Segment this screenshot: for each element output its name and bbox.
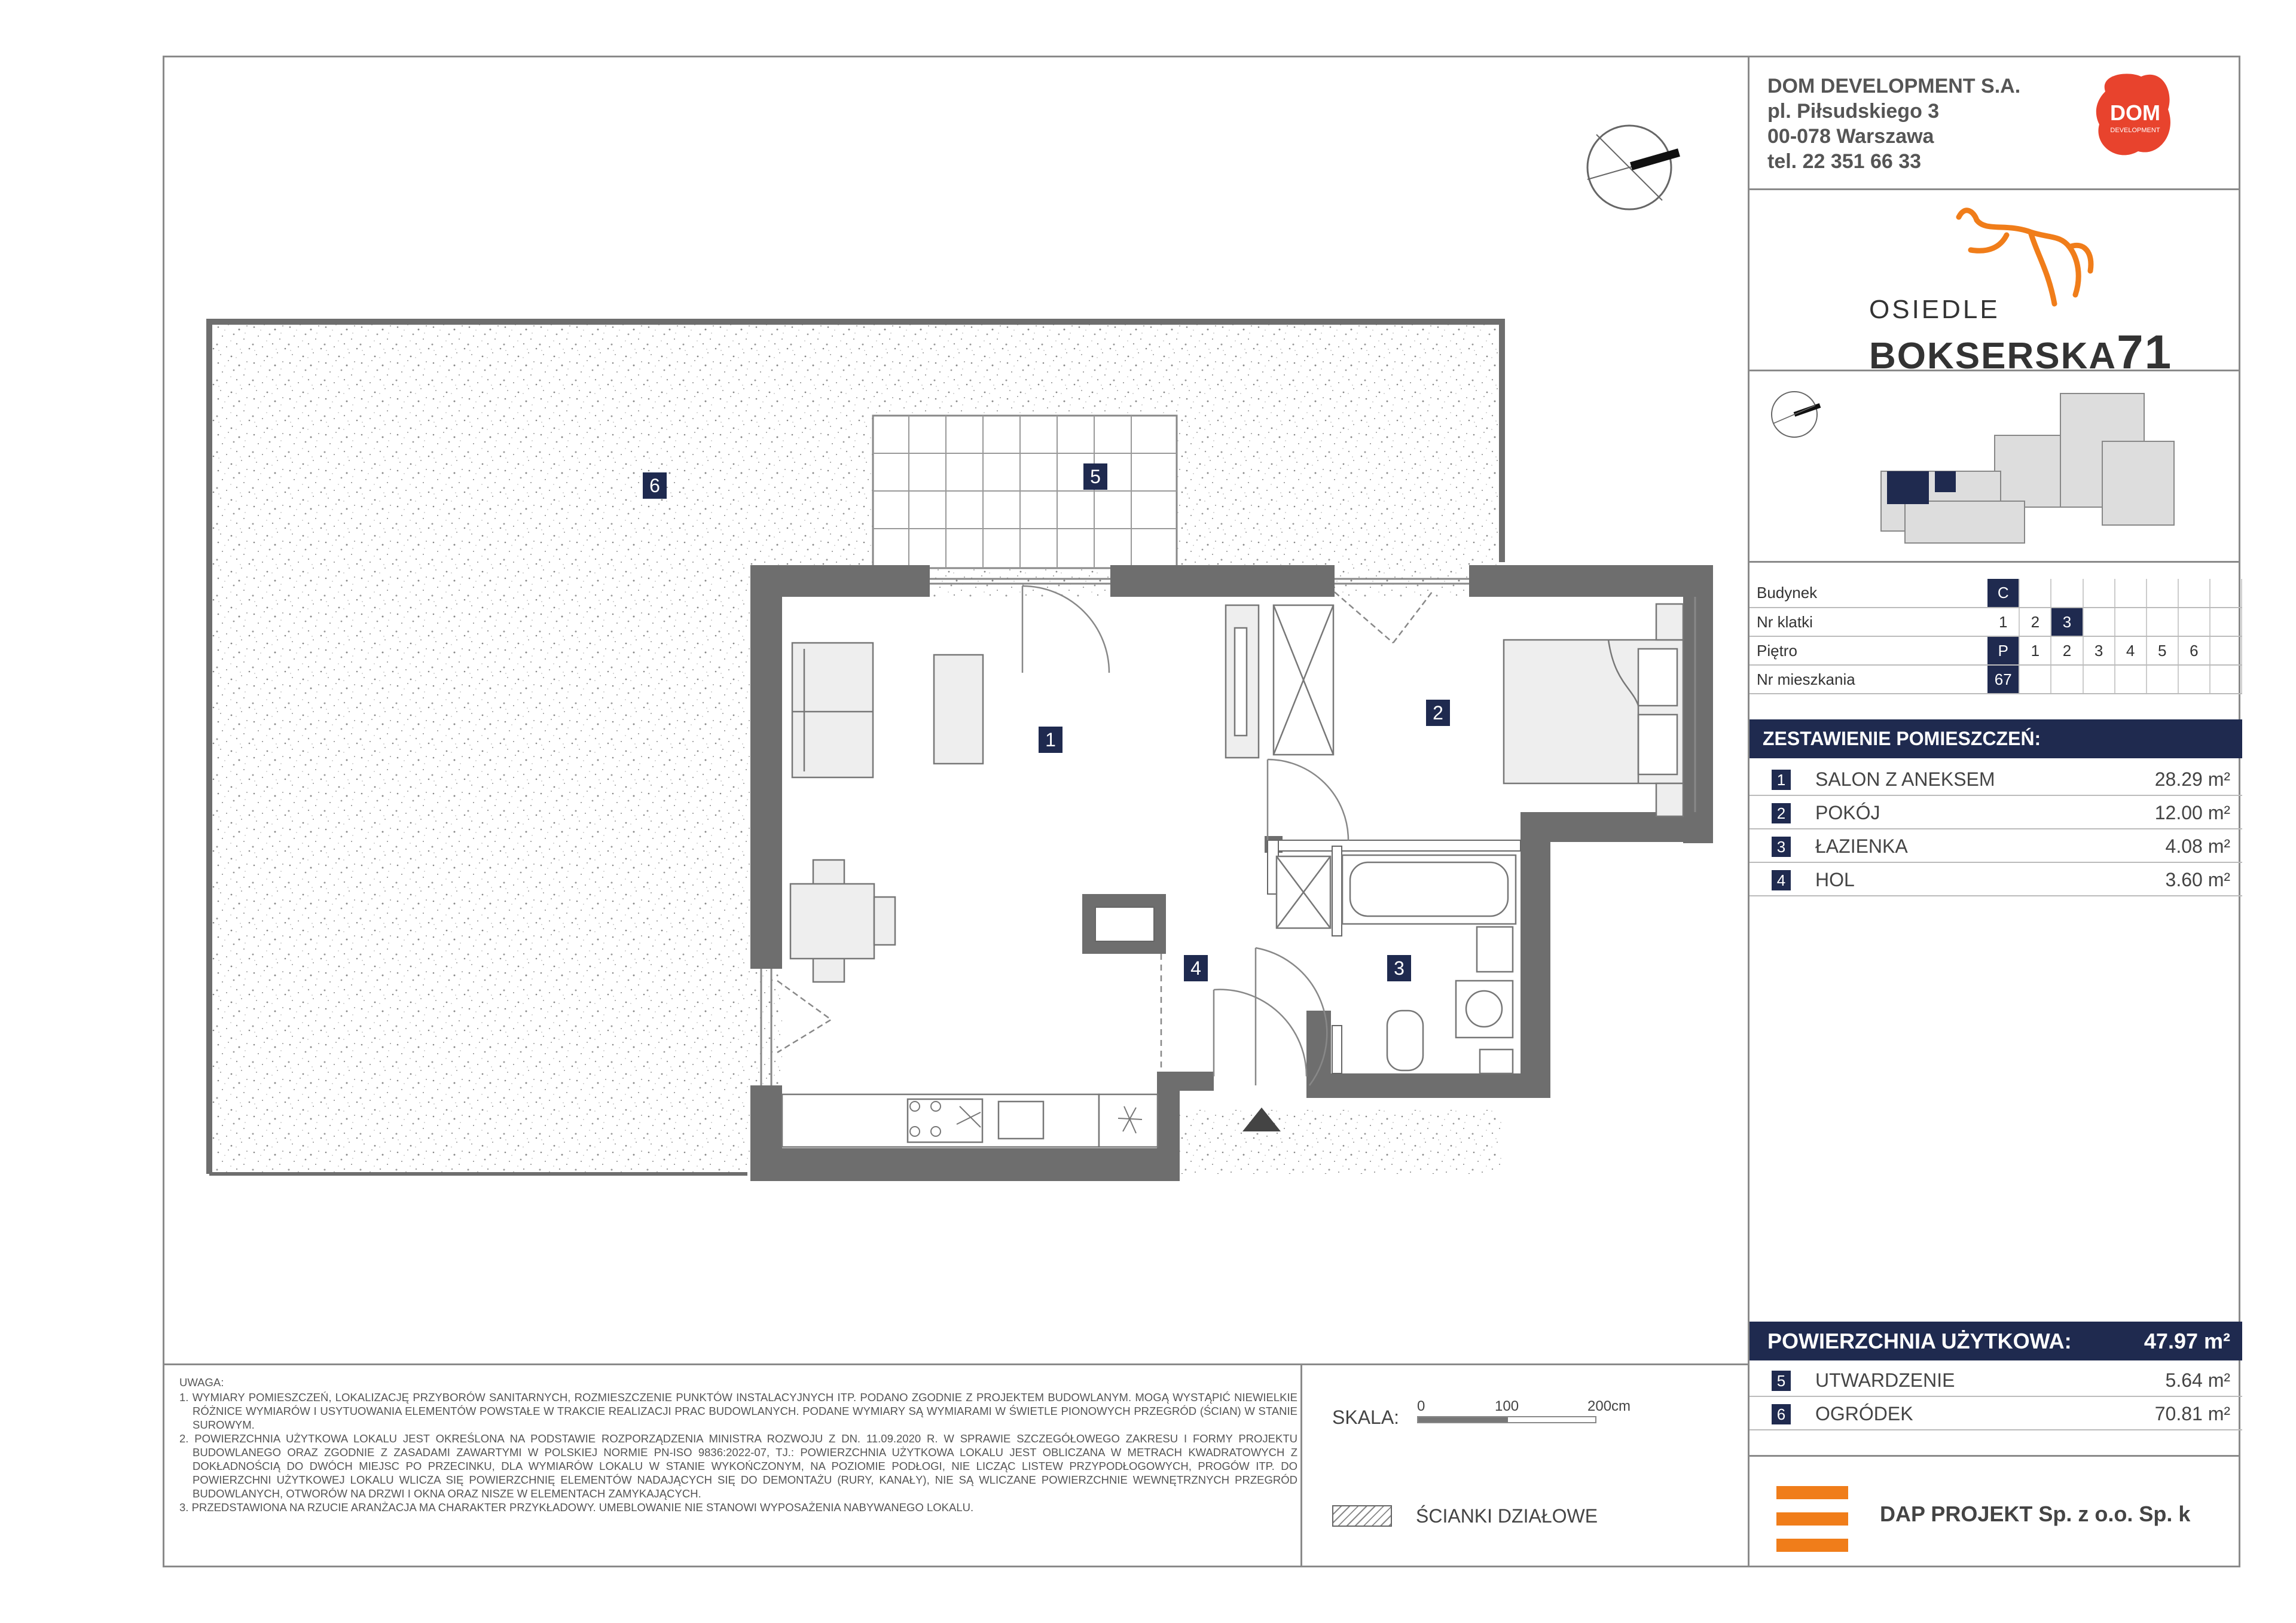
extra-number: 6 (1772, 1404, 1791, 1424)
architect-block (1750, 1455, 2242, 1567)
architect-name: DAP PROJEKT Sp. z o.o. Sp. k (1880, 1502, 2191, 1526)
company-address2: 00-078 Warszawa (1767, 125, 1934, 148)
plan-label-5: 5 (1083, 463, 1107, 490)
project-number: 71 (2117, 325, 2173, 379)
floor-option: 6 (2178, 636, 2210, 665)
building-label: Budynek (1750, 579, 1987, 608)
scale-bar (1417, 1416, 1596, 1423)
note-item: 1. WYMIARY POMIESZCZEŃ, LOKALIZACJĘ PRZYBORÓW SANITARNYCH, ROZMIESZCZENIE PUNKTÓW INSTALACYJNYCH ITP. PODANO ZGODNIE Z PROJEKTEM BUDOWLANYM. MOGĄ WYSTĄPIĆ NIEWIELKIE RÓŻNICE WYMIARÓW I USYTUOWANIA ELEMENTÓW POWSTAŁE W TRAKCIE REALIZACJI PRAC BUDOWLANYCH. PODANE WYMIARY SĄ WYMIARAMI W ŚWIETLE PIONOWYCH PRZEGRÓD (ŚCIAN) W STANIE SUROWYM. (179, 1391, 1297, 1431)
extra-row (1750, 1397, 2242, 1430)
extra-number: 5 (1772, 1371, 1791, 1391)
room-area: 12.00 m² (2154, 802, 2230, 823)
floor-option: 2 (2051, 636, 2083, 665)
partition-hatch-icon (1332, 1505, 1392, 1527)
usable-area-value: 47.97 m² (2144, 1329, 2230, 1353)
scale-label: SKALA: (1332, 1407, 1400, 1428)
divider (1750, 188, 2240, 190)
scale-tick: 200cm (1587, 1398, 1631, 1414)
company-address1: pl. Piłsudskiego 3 (1767, 100, 1940, 123)
extra-name: OGRÓDEK (1815, 1403, 1913, 1424)
title-block (1748, 56, 2240, 1567)
apartment-label: Nr mieszkania (1750, 665, 1987, 694)
dom-development-logo (2093, 68, 2177, 169)
floor-option-selected: P (1987, 636, 2019, 665)
extra-name: UTWARDZENIE (1815, 1369, 1955, 1391)
project-name-main: BOKSERSKA (1869, 335, 2117, 377)
room-row (1750, 829, 2242, 863)
plan-label-4: 4 (1184, 955, 1208, 981)
partition-label: ŚCIANKI DZIAŁOWE (1416, 1505, 1598, 1527)
stair-option-selected: 3 (2051, 608, 2083, 636)
unit-info-table (1750, 579, 2242, 694)
project-name-line2 (1869, 325, 2172, 380)
plan-label-6: 6 (643, 472, 667, 499)
stair-label: Nr klatki (1750, 608, 1987, 636)
scale-tick: 0 (1417, 1398, 1425, 1414)
note-item: 2. POWIERZCHNIA UŻYTKOWA LOKALU JEST OKREŚLONA NA PODSTAWIE ROZPORZĄDZENIA MINISTRA ROZWOJU Z DN. 11.09.2020 R. W SPRAWIE SZCZEGÓŁOWEGO ZAKRESU I FORMY PROJEKTU BUDOWLANEGO ORAZ ZGODNIE Z ZASADAMI ZAWARTYMI W POLSKIEJ NORMIE PN-ISO 9836:2022-07, TJ.: POWIERZCHNIA UŻYTKOWA LOKALU JEST OBLICZANA W METRACH KWADRATOWYCH Z DOKŁADNOŚCIĄ DO DWÓCH MIEJSC PO PRZECINKU, DLA WYMIARÓW LOKALU W STANIE WYKOŃCZONYM, NA POZIOMIE PODŁOGI, NIE LICZĄC LISTEW PRZYPODŁOGOWYCH, PROGÓW ITP. DO POWIERZCHNI UŻYTKOWEJ LOKALU WLICZA SIĘ POWIERZCHNIĘ ELEMENTÓW NADAJĄCYCH SIĘ DO DEMONTAŻU (RURY, KANAŁY), NIE SĄ WLICZANE POWIERZCHNIE WEWNĘTRZNYCH PRZEGRÓD BUDOWLANYCH, OTWORÓW NA DRZWI I OKNA ORAZ NISZE W ELEMENTACH ZAMYKAJĄCYCH. (179, 1432, 1297, 1500)
floor-label: Piętro (1750, 636, 1987, 665)
notes (179, 1375, 1297, 1514)
stair-option: 1 (1987, 608, 2019, 636)
floor-option: 4 (2115, 636, 2147, 665)
room-number: 2 (1772, 803, 1791, 823)
company-phone: tel. 22 351 66 33 (1767, 150, 1922, 173)
notes-title: UWAGA: (179, 1376, 224, 1389)
plan-label-2: 2 (1426, 700, 1450, 726)
project-name-line1: OSIEDLE (1869, 295, 2000, 324)
plan-label-3: 3 (1387, 955, 1411, 981)
dom-logo-text1: DOM (2110, 100, 2160, 125)
dom-logo-text2: DEVELOPMENT (2110, 127, 2160, 134)
stair-option: 2 (2019, 608, 2051, 636)
company-info (1767, 74, 2020, 174)
usable-area-header (1750, 1322, 2242, 1360)
room-row (1750, 762, 2242, 796)
dap-logo-icon (1776, 1486, 1848, 1552)
room-number: 4 (1772, 870, 1791, 890)
room-name: SALON Z ANEKSEM (1815, 768, 1995, 790)
company-name: DOM DEVELOPMENT S.A. (1767, 75, 2021, 97)
floor-option: 5 (2147, 636, 2178, 665)
usable-area-label: POWIERZCHNIA UŻYTKOWA: (1767, 1329, 2072, 1353)
extra-area: 70.81 m² (2154, 1403, 2230, 1424)
room-name: HOL (1815, 869, 1855, 890)
room-name: ŁAZIENKA (1815, 835, 1908, 857)
room-area: 3.60 m² (2165, 869, 2230, 890)
floor-option: 1 (2019, 636, 2051, 665)
room-number: 1 (1772, 770, 1791, 790)
extra-area: 5.64 m² (2165, 1369, 2230, 1391)
note-item: 3. PRZEDSTAWIONA NA RZUCIE ARANŻACJA MA CHARAKTER PRZYKŁADOWY. UMEBLOWANIE NIE STANOWI WYPOSAŻENIA NABYWANEGO LOKALU. (179, 1501, 974, 1514)
room-area: 28.29 m² (2154, 768, 2230, 790)
room-name: POKÓJ (1815, 802, 1880, 823)
room-row (1750, 796, 2242, 829)
apartment-value: 67 (1987, 665, 2019, 694)
divider (1750, 561, 2240, 563)
floor-option: 3 (2083, 636, 2115, 665)
rooms-header: ZESTAWIENIE POMIESZCZEŃ: (1750, 719, 2242, 758)
extra-row (1750, 1363, 2242, 1397)
scale-tick: 100 (1495, 1398, 1519, 1414)
compass-icon (1587, 126, 1679, 209)
site-key-plan (1767, 382, 2234, 561)
legend-box (1300, 1363, 1748, 1567)
terrace-tiles (873, 416, 1177, 568)
plan-label-1: 1 (1039, 727, 1062, 753)
room-number: 3 (1772, 837, 1791, 857)
building-value: C (1987, 579, 2019, 608)
project-logo (1869, 193, 2173, 379)
room-row (1750, 863, 2242, 896)
divider (1750, 370, 2240, 371)
room-area: 4.08 m² (2165, 835, 2230, 857)
